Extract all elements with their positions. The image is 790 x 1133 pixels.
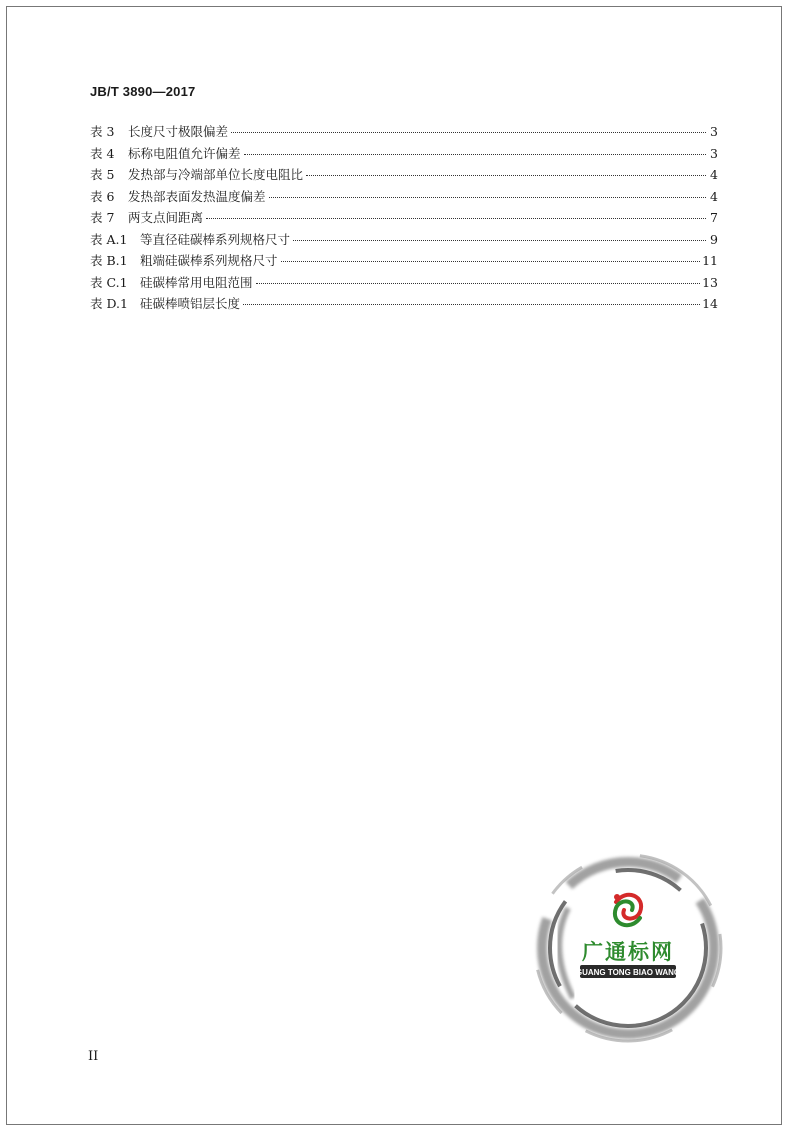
toc-leader-dots [269, 197, 706, 198]
toc-entry[interactable] [90, 251, 718, 273]
toc-leader-dots [281, 261, 701, 262]
page-number: II [88, 1049, 99, 1064]
toc-entry[interactable] [90, 230, 718, 252]
logo-swirl-icon [614, 894, 641, 925]
toc-entry[interactable] [90, 208, 718, 230]
toc-entry[interactable] [90, 122, 718, 144]
toc-entry-page: 3 [710, 145, 718, 161]
toc-entry-page: 11 [702, 253, 718, 268]
toc-entry-label: 表 6 [90, 188, 115, 204]
toc-entry-page: 14 [702, 296, 718, 311]
toc-entry-label: 表 D.1 [90, 296, 128, 311]
toc-entry-title: 标称电阻值允许偏差 [128, 145, 241, 161]
toc-entry-page: 4 [710, 188, 718, 204]
toc-leader-dots [231, 132, 706, 133]
toc-entry-label: 表 C.1 [90, 274, 128, 290]
toc-entry[interactable] [90, 294, 718, 316]
toc-entry-title: 发热部与冷端部单位长度电阻比 [128, 167, 304, 182]
toc-entry-label: 表 4 [90, 145, 115, 161]
toc-entry-label: 表 A.1 [90, 231, 128, 247]
watermark-name-cn: 广通标网 [582, 940, 674, 964]
toc-entry-title: 硅碳棒喷铝层长度 [140, 296, 241, 311]
toc-entry-label: 表 B.1 [90, 253, 128, 268]
toc-entry-title: 长度尺寸极限偏差 [128, 124, 229, 139]
toc-entry-label: 表 3 [90, 124, 115, 139]
standard-code-header: JB/T 3890—2017 [90, 84, 196, 99]
table-of-contents [90, 122, 718, 316]
toc-entry-title: 粗端硅碳棒系列规格尺寸 [140, 253, 278, 268]
toc-leader-dots [206, 218, 706, 219]
toc-entry-title: 两支点间距离 [128, 210, 204, 225]
toc-entry-title: 发热部表面发热温度偏差 [128, 188, 266, 204]
toc-entry[interactable] [90, 165, 718, 187]
toc-entry-page: 13 [702, 274, 718, 290]
watermark-name-en: GUANG TONG BIAO WANG [575, 968, 681, 977]
toc-leader-dots [293, 240, 706, 241]
toc-entry-title: 硅碳棒常用电阻范围 [140, 274, 253, 290]
toc-entry[interactable] [90, 144, 718, 166]
toc-entry-label: 表 5 [90, 167, 115, 182]
toc-entry[interactable] [90, 187, 718, 209]
toc-entry-page: 4 [710, 167, 718, 182]
toc-entry[interactable] [90, 273, 718, 295]
toc-leader-dots [244, 154, 706, 155]
toc-entry-title: 等直径硅碳棒系列规格尺寸 [140, 231, 291, 247]
toc-entry-page: 3 [710, 124, 718, 139]
toc-entry-page: 7 [710, 210, 718, 225]
toc-leader-dots [306, 175, 706, 176]
toc-entry-page: 9 [710, 231, 718, 247]
toc-leader-dots [256, 283, 701, 284]
toc-leader-dots [243, 304, 700, 305]
watermark-stamp [528, 848, 728, 1048]
toc-entry-label: 表 7 [90, 210, 115, 225]
